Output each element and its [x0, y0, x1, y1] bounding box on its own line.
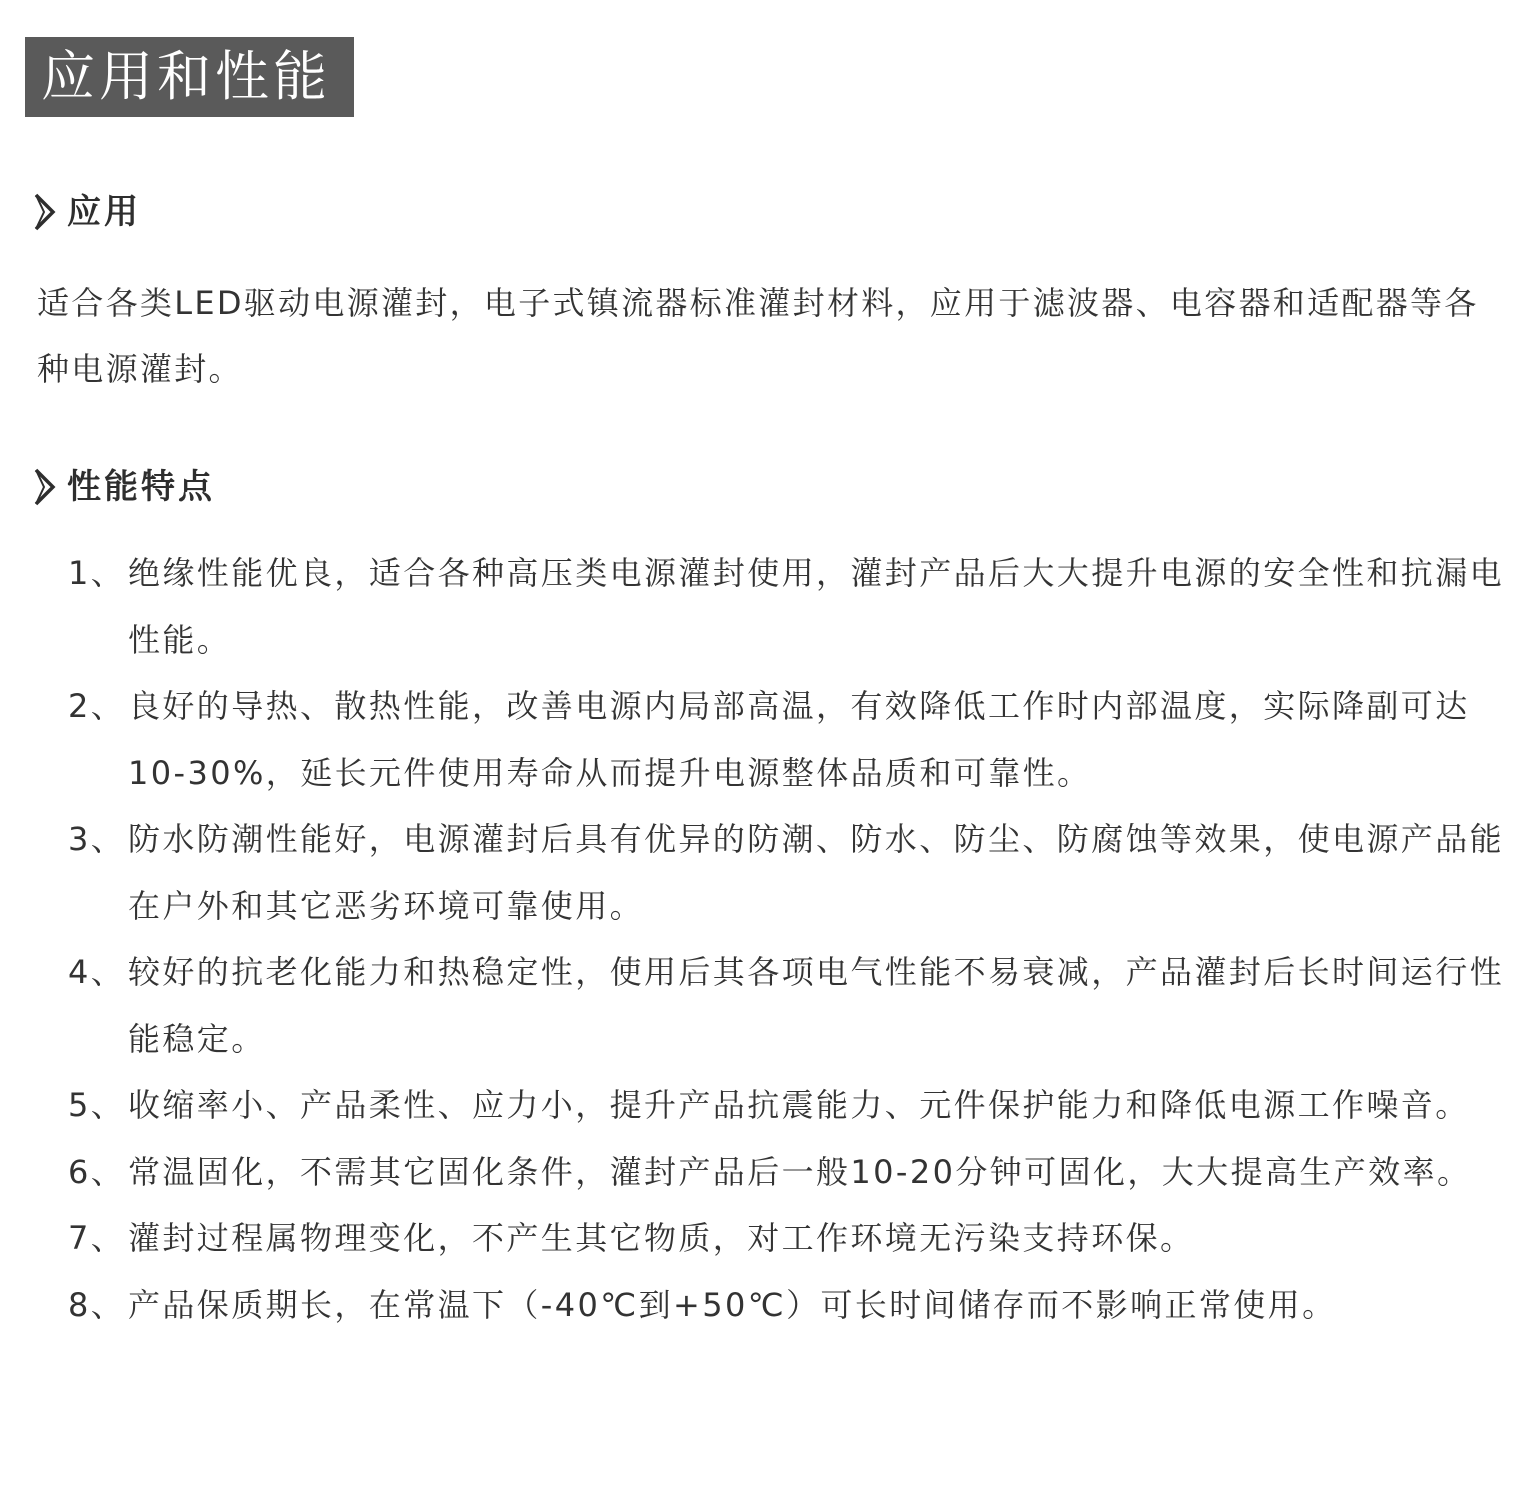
list-item	[68, 1272, 1510, 1339]
list-item-number: 6、	[68, 1152, 126, 1191]
list-item	[68, 540, 1510, 673]
list-item-text: 常温固化，不需其它固化条件，灌封产品后一般10-20分钟可固化，大大提高生产效率。	[128, 1152, 1472, 1191]
list-item-text: 灌封过程属物理变化，不产生其它物质，对工作环境无污染支持环保。	[128, 1219, 1195, 1257]
application-heading	[33, 188, 141, 236]
features-heading	[33, 463, 215, 511]
list-item	[68, 1072, 1510, 1139]
application-description: 适合各类LED驱动电源灌封，电子式镇流器标准灌封材料，应用于滤波器、电容器和适配器等各种电源灌封。	[37, 284, 1479, 388]
list-item	[68, 1139, 1510, 1206]
list-item-text: 产品保质期长，在常温下（-40℃到+50℃）可长时间储存而不影响正常使用。	[128, 1285, 1337, 1324]
list-item-number: 7、	[68, 1219, 126, 1257]
list-item-number: 5、	[68, 1086, 126, 1124]
list-item-text: 收缩率小、产品柔性、应力小，提升产品抗震能力、元件保护能力和降低电源工作噪音。	[128, 1086, 1470, 1124]
list-item	[68, 806, 1510, 939]
list-item	[68, 939, 1510, 1072]
page-title-banner	[25, 37, 354, 117]
page-title: 应用和性能	[41, 45, 331, 108]
list-item-number: 2、	[68, 687, 126, 725]
list-item	[68, 673, 1510, 806]
features-list	[68, 540, 1510, 1338]
list-item-text: 防水防潮性能好，电源灌封后具有优异的防潮、防水、防尘、防腐蚀等效果，使电源产品能在户外和其它恶劣环境可靠使用。	[128, 820, 1505, 925]
list-item-number: 8、	[68, 1285, 126, 1324]
list-item-text: 较好的抗老化能力和热稳定性，使用后其各项电气性能不易衰减，产品灌封后长时间运行性能稳定。	[128, 953, 1505, 1058]
list-item	[68, 1205, 1510, 1272]
chevron-right-icon	[33, 468, 59, 506]
list-item-number: 1、	[68, 554, 126, 592]
application-heading-label: 应用	[67, 192, 141, 232]
list-item-text: 绝缘性能优良，适合各种高压类电源灌封使用，灌封产品后大大提升电源的安全性和抗漏电性能。	[128, 554, 1505, 659]
chevron-right-icon	[33, 193, 59, 231]
features-heading-label: 性能特点	[67, 467, 215, 507]
list-item-number: 3、	[68, 820, 126, 858]
list-item-text: 良好的导热、散热性能，改善电源内局部高温，有效降低工作时内部温度，实际降副可达10-30%，延长元件使用寿命从而提升电源整体品质和可靠性。	[128, 687, 1470, 792]
list-item-number: 4、	[68, 953, 126, 991]
